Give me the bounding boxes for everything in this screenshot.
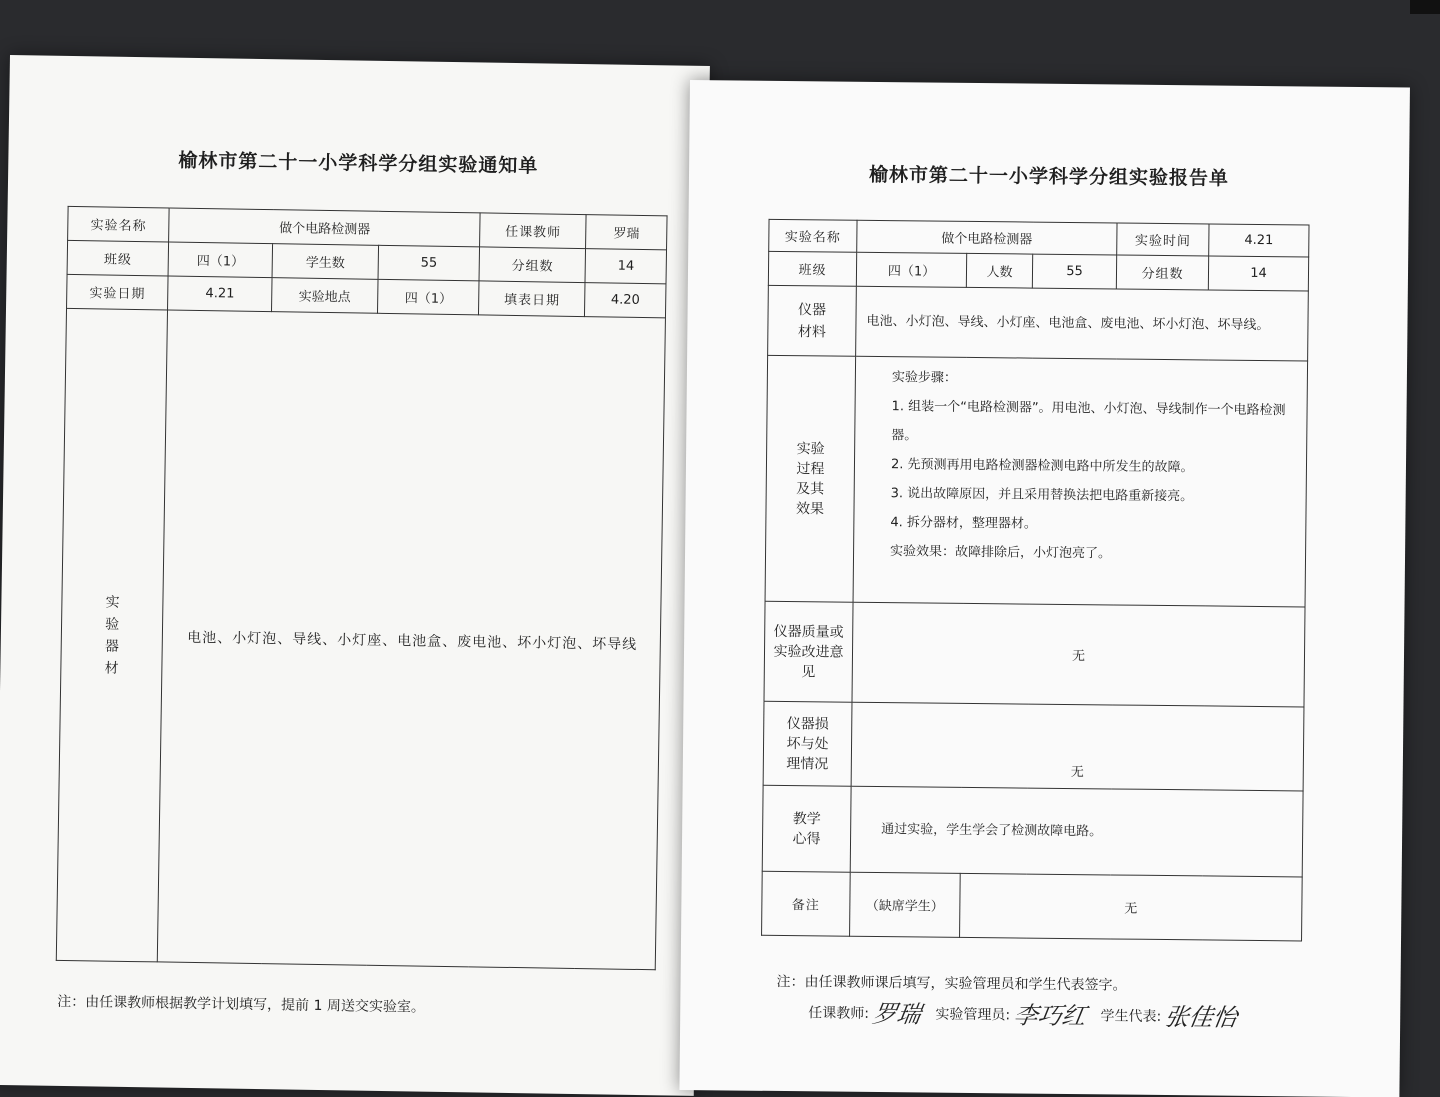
- teacher-signature: 罗瑞: [870, 999, 923, 1029]
- report-remarks-sub: （缺席学生）: [850, 872, 961, 937]
- student-sig-label: 学生代表:: [1100, 1008, 1162, 1025]
- report-people-label: 人数: [966, 253, 1032, 288]
- report-remarks-label: 备注: [762, 871, 851, 936]
- notice-title: 榆林市第二十一小学科学分组实验通知单: [178, 149, 539, 178]
- student-signature: 张佳怡: [1162, 1003, 1240, 1032]
- report-quality-value: 无: [852, 602, 1305, 707]
- report-steps-title: 实验步骤：: [891, 370, 957, 386]
- report-quality-label: 仪器质量或实验改进意见: [773, 623, 844, 680]
- report-signature-line: [808, 993, 1247, 1033]
- report-step-2: 2. 先预测再用电路检测器检测电路中所发生的故障。: [890, 457, 1194, 476]
- report-exp-name-label: 实验名称: [769, 219, 857, 252]
- teacher-sig-label: 任课教师:: [808, 1005, 870, 1022]
- notice-fill-date-value: 4.20: [585, 283, 666, 318]
- report-quality-label-cell: [764, 601, 853, 702]
- report-damage-value: 无: [851, 702, 1304, 791]
- notice-teacher-value: 罗瑞: [586, 215, 667, 250]
- report-class-label: 班级: [768, 251, 856, 286]
- report-groups-label: 分组数: [1116, 255, 1208, 290]
- report-groups-value: 14: [1208, 256, 1308, 291]
- notice-sheet: [0, 55, 710, 1096]
- notice-students-value: 55: [378, 245, 480, 281]
- report-teaching-label: 教学心得: [792, 810, 821, 847]
- report-remarks-value: 无: [960, 873, 1303, 941]
- report-table: [761, 219, 1310, 942]
- report-exp-name-value: 做个电路检测器: [857, 220, 1117, 255]
- report-step-4: 4. 拆分器材，整理器材。: [890, 515, 1037, 532]
- notice-date-value: 4.21: [168, 276, 272, 312]
- report-note: 注：由任课教师课后填写，实验管理员和学生代表签字。: [776, 973, 1127, 994]
- report-effect: 实验效果：故障排除后，小灯泡亮了。: [889, 544, 1112, 562]
- report-step-3: 3. 说出故障原因，并且采用替换法把电路重新接亮。: [890, 486, 1194, 505]
- notice-groups-label: 分组数: [479, 247, 585, 283]
- report-class-value: 四（1）: [856, 252, 966, 287]
- report-process-label: 实验过程及其效果: [795, 440, 825, 517]
- notice-place-value: 四（1）: [377, 279, 479, 315]
- notice-equipment-value: 电池、小灯泡、导线、小灯座、电池盒、废电池、坏小灯泡、坏导线: [158, 310, 666, 970]
- report-damage-label-cell: [763, 701, 852, 786]
- notice-table: [56, 206, 668, 970]
- notice-exp-name-value: 做个电路检测器: [169, 208, 481, 247]
- report-process-label-cell: [765, 355, 856, 602]
- notice-note: 注：由任课教师根据教学计划填写，提前 1 周送交实验室。: [57, 993, 426, 1016]
- report-process-steps: [853, 356, 1308, 607]
- notice-equipment-label: 实验器材: [104, 594, 120, 677]
- notice-equipment-label-cell: [56, 308, 168, 962]
- notice-place-label: 实验地点: [272, 278, 378, 314]
- report-teaching-label-cell: [762, 785, 851, 872]
- report-teaching-value: 通过实验，学生学会了检测故障电路。: [850, 786, 1303, 877]
- notice-teacher-label: 任课教师: [480, 213, 586, 249]
- notice-class-value: 四（1）: [168, 242, 272, 278]
- corner-shadow: [1410, 0, 1440, 14]
- report-step-1: 1. 组装一个“电路检测器”。用电池、小灯泡、导线制作一个电路检测器。: [891, 399, 1286, 444]
- report-time-value: 4.21: [1209, 224, 1309, 257]
- notice-students-label: 学生数: [272, 244, 378, 280]
- report-materials-label-cell: [768, 285, 857, 356]
- report-title: 榆林市第二十一小学科学分组实验报告单: [868, 163, 1230, 190]
- notice-date-label: 实验日期: [67, 274, 169, 310]
- notice-class-label: 班级: [67, 240, 169, 276]
- notice-exp-name-label: 实验名称: [68, 206, 170, 242]
- report-time-label: 实验时间: [1117, 223, 1209, 256]
- notice-fill-date-label: 填表日期: [479, 281, 585, 317]
- report-materials-label: 仪器材料: [797, 301, 827, 340]
- report-people-value: 55: [1032, 254, 1116, 289]
- report-materials-value: 电池、小灯泡、导线、小灯座、电池盒、废电池、坏小灯泡、坏导线。: [856, 286, 1309, 361]
- report-damage-label: 仪器损坏与处理情况: [786, 715, 829, 772]
- admin-signature: 李巧红: [1011, 1001, 1088, 1031]
- admin-sig-label: 实验管理员:: [935, 1006, 1011, 1024]
- report-sheet: [679, 80, 1410, 1097]
- notice-groups-value: 14: [585, 249, 666, 284]
